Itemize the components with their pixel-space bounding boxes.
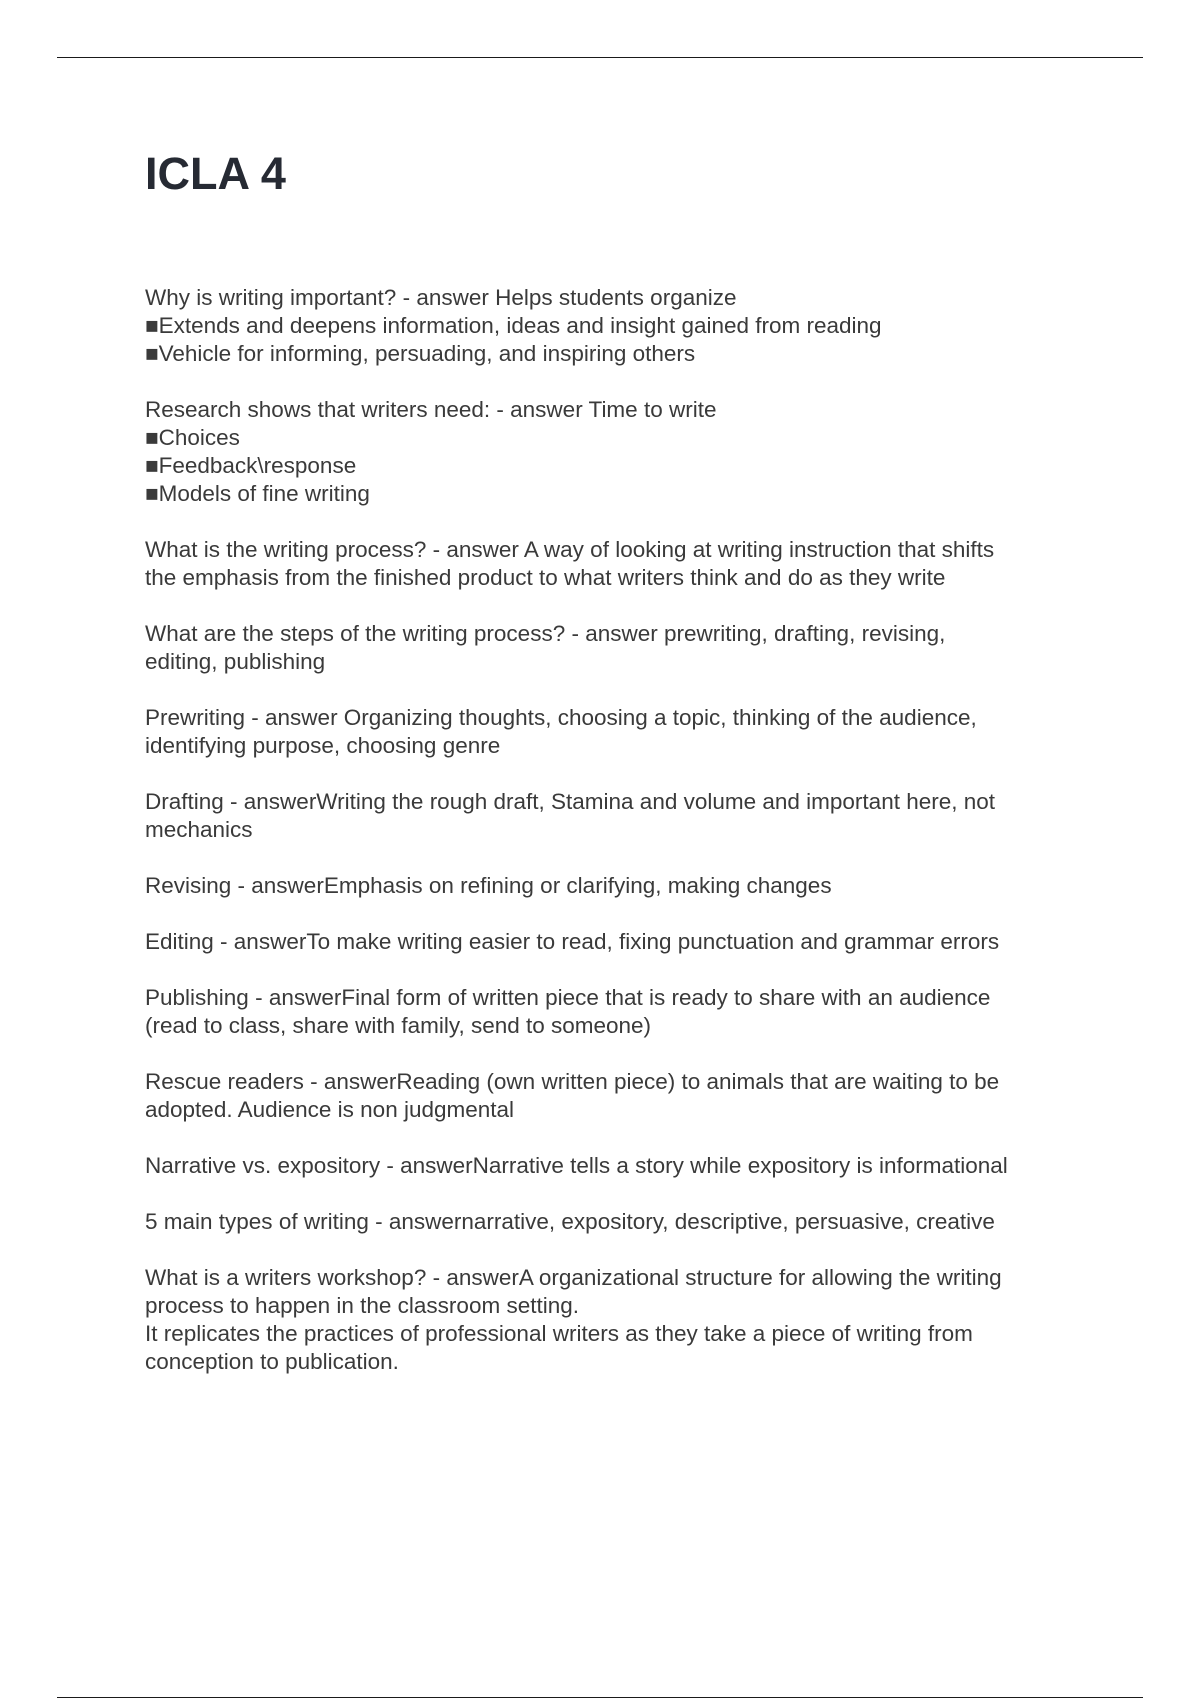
qa-line: editing, publishing bbox=[145, 649, 326, 674]
qa-entry bbox=[145, 536, 1085, 592]
qa-line: identifying purpose, choosing genre bbox=[145, 733, 501, 758]
qa-entry bbox=[145, 704, 1085, 760]
qa-line: Publishing - answerFinal form of written piece that is ready to share with an audience bbox=[145, 985, 991, 1010]
qa-line: Revising - answerEmphasis on refining or clarifying, making changes bbox=[145, 873, 832, 898]
qa-line: ■Vehicle for informing, persuading, and inspiring others bbox=[145, 341, 696, 366]
qa-line: process to happen in the classroom setting. bbox=[145, 1293, 579, 1318]
qa-line: What are the steps of the writing process? - answer prewriting, drafting, revising, bbox=[145, 621, 946, 646]
qa-entry bbox=[145, 396, 1085, 508]
qa-entry bbox=[145, 284, 1085, 368]
qa-line: adopted. Audience is non judgmental bbox=[145, 1097, 515, 1122]
qa-entry bbox=[145, 1208, 1085, 1236]
qa-entry bbox=[145, 1068, 1085, 1124]
qa-line: Rescue readers - answerReading (own written piece) to animals that are waiting to be bbox=[145, 1069, 1000, 1094]
qa-line: Why is writing important? - answer Helps students organize bbox=[145, 285, 737, 310]
qa-line: ■Choices bbox=[145, 425, 240, 450]
qa-line: Drafting - answerWriting the rough draft, Stamina and volume and important here, not bbox=[145, 789, 996, 814]
document-title: ICLA 4 bbox=[145, 148, 286, 199]
qa-entry bbox=[145, 928, 1085, 956]
qa-entry bbox=[145, 788, 1085, 844]
qa-line: Prewriting - answer Organizing thoughts, choosing a topic, thinking of the audience, bbox=[145, 705, 977, 730]
qa-entry bbox=[145, 872, 1085, 900]
qa-line: Narrative vs. expository - answerNarrative tells a story while expository is informational bbox=[145, 1153, 1008, 1178]
qa-line: (read to class, share with family, send to someone) bbox=[145, 1013, 652, 1038]
header-rule bbox=[57, 57, 1143, 58]
qa-line: ■Models of fine writing bbox=[145, 481, 370, 506]
qa-line: 5 main types of writing - answernarrative, expository, descriptive, persuasive, creative bbox=[145, 1209, 995, 1234]
qa-line: What is a writers workshop? - answerA organizational structure for allowing the writing bbox=[145, 1265, 1002, 1290]
qa-entry bbox=[145, 620, 1085, 676]
qa-line: It replicates the practices of professional writers as they take a piece of writing from bbox=[145, 1321, 973, 1346]
qa-line: mechanics bbox=[145, 817, 253, 842]
qa-line: ■Feedback\response bbox=[145, 453, 357, 478]
qa-line: Research shows that writers need: - answer Time to write bbox=[145, 397, 717, 422]
qa-line: Editing - answerTo make writing easier to read, fixing punctuation and grammar errors bbox=[145, 929, 1000, 954]
qa-line: conception to publication. bbox=[145, 1349, 399, 1374]
document-body bbox=[145, 284, 1085, 1404]
qa-entry bbox=[145, 1264, 1085, 1376]
qa-line: What is the writing process? - answer A way of looking at writing instruction that shifts bbox=[145, 537, 995, 562]
qa-line: the emphasis from the finished product to what writers think and do as they write bbox=[145, 565, 946, 590]
qa-entry bbox=[145, 1152, 1085, 1180]
qa-line: ■Extends and deepens information, ideas and insight gained from reading bbox=[145, 313, 882, 338]
qa-entry bbox=[145, 984, 1085, 1040]
footer-rule bbox=[57, 1697, 1143, 1698]
